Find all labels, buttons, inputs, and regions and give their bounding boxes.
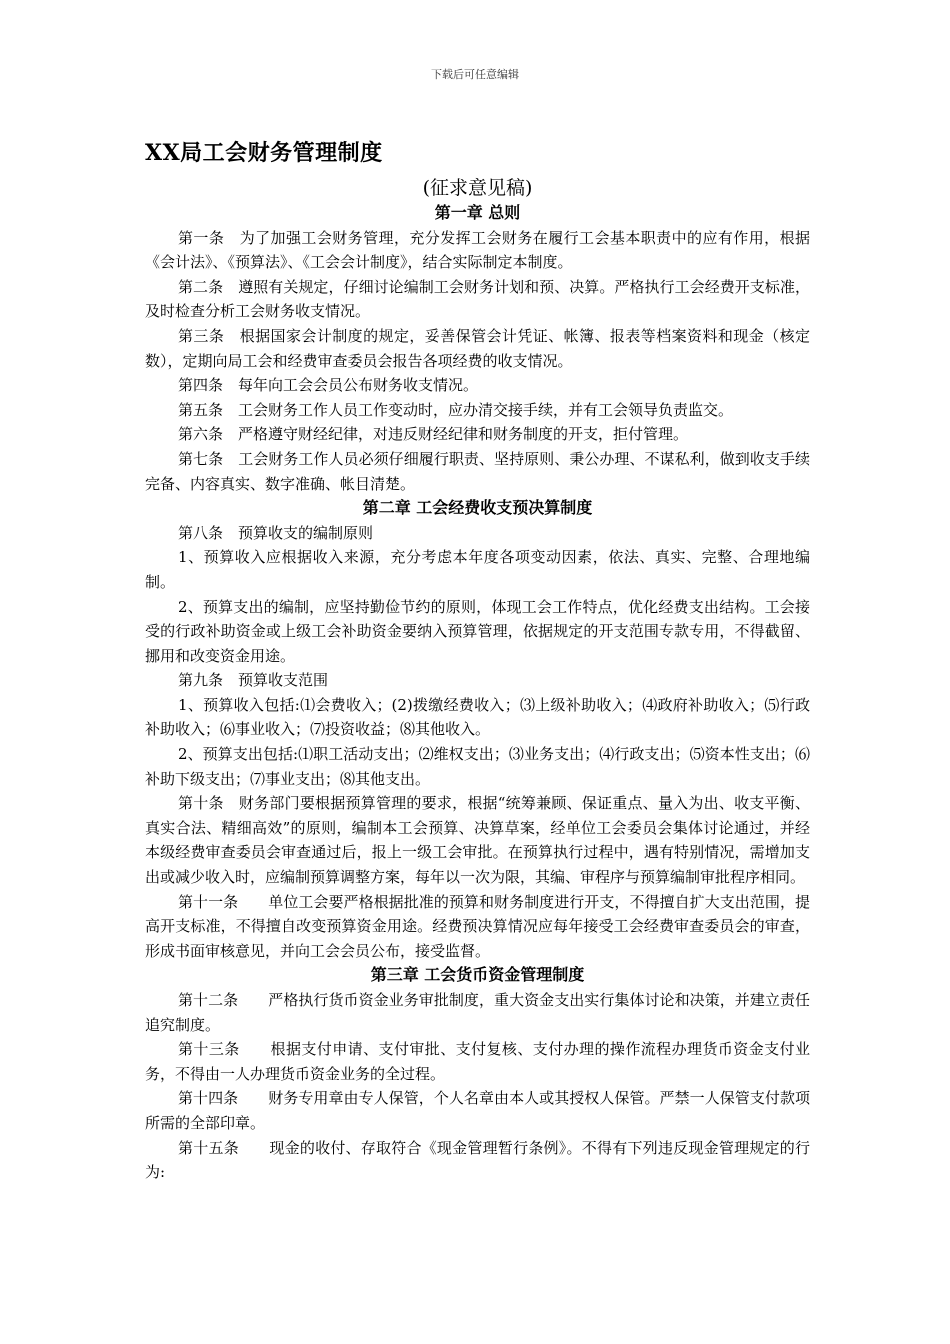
article-paragraph: 第四条 每年向工会会员公布财务收支情况。 [178, 376, 479, 395]
document-subtitle: (征求意见稿) [422, 177, 533, 199]
article-paragraph: 1、预算收入应根据收入来源，充分考虑本年度各项变动因素，依法、真实、完整、合理地编制。 [145, 548, 810, 591]
article-paragraph: 第二条 遵照有关规定，仔细讨论编制工会财务计划和预、决算。严格执行工会经费开支标准，及时检查分析工会财务收支情况。 [145, 277, 810, 321]
article-paragraph: 第十条 财务部门要根据预算管理的要求，根据“统筹兼顾、保证重点、量入为出、收支平衡、真实合法、精细高效”的原则，编制本工会预算、决算草案，经单位工会委员会集体讨论通过，并经本级经费审查委员会审查通过后，报上一级工会审批。在预算执行过程中，遇有特别情况，需增加支出或减少收入时，应编制预算调整方案，每年以一次为限，其编、审程序与预算编制审批程序相同。 [145, 794, 810, 887]
document-body [145, 175, 810, 1185]
article-paragraph: 第十三条 根据支付申请、支付审批、支付复核、支付办理的操作流程办理货币资金支付业务，不得由一人办理货币资金业务的全过程。 [145, 1040, 810, 1083]
chapter-3 [145, 963, 810, 1184]
article-paragraph: 第一条 为了加强工会财务管理，充分发挥工会财务在履行工会基本职责中的应有作用，根据《会计法》、《预算法》、《工会会计制度》，结合实际制定本制度。 [145, 228, 810, 272]
article-paragraph: 第九条 预算收支范围 [178, 671, 329, 690]
article-paragraph: 2、预算支出的编制，应坚持勤俭节约的原则，体现工会工作特点，优化经费支出结构。工会接受的行政补助资金或上级工会补助资金要纳入预算管理，依据规定的开支范围专款专用，不得截留、挪用和改变资金用途。 [145, 597, 810, 665]
chapter-heading: 第二章 工会经费收支预决算制度 [362, 498, 593, 518]
chapter-2 [145, 496, 810, 963]
article-paragraph: 第五条 工会财务工作人员工作变动时，应办清交接手续，并有工会领导负责监交。 [178, 400, 734, 419]
article-paragraph: 第十五条 现金的收付、存取符合《现金管理暂行条例》。不得有下列违反现金管理规定的行为: [145, 1138, 810, 1182]
article-paragraph: 第八条 预算收支的编制原则 [178, 523, 374, 542]
article-paragraph: 第三条 根据国家会计制度的规定，妥善保管会计凭证、帐簿、报表等档案资料和现金（核定数），定期向局工会和经费审查委员会报告各项经费的收支情况。 [145, 326, 810, 370]
article-paragraph: 第七条 工会财务工作人员必须仔细履行职责、坚持原则、秉公办理、不谋私利，做到收支手续完备、内容真实、数字准确、帐目清楚。 [145, 449, 810, 493]
article-paragraph: 第十四条 财务专用章由专人保管，个人名章由本人或其授权人保管。严禁一人保管支付款项所需的全部印章。 [145, 1089, 810, 1132]
chapter-heading: 第一章 总则 [434, 203, 521, 222]
chapter-heading: 第三章 工会货币资金管理制度 [370, 965, 585, 985]
article-paragraph: 第十一条 单位工会要严格根据批准的预算和财务制度进行开支，不得擅自扩大支出范围，提高开支标准，不得擅自改变预算资金用途。经费预决算情况应每年接受工会经费审查委员会的审查，形成书面审核意见，并向工会会员公布，接受监督。 [145, 892, 810, 960]
header-note: 下载后可任意编辑 [431, 68, 519, 81]
article-paragraph: 1、预算收入包括:⑴会费收入；(2)拨缴经费收入；⑶上级补助收入；⑷政府补助收入；⑸行政补助收入；⑹事业收入；⑺投资收益；⑻其他收入。 [145, 695, 810, 739]
article-paragraph: 第六条 严格遵守财经纪律，对违反财经纪律和财务制度的开支，拒付管理。 [178, 425, 689, 444]
article-paragraph: 第十二条 严格执行货币资金业务审批制度，重大资金支出实行集体讨论和决策，并建立责任追究制度。 [145, 991, 810, 1034]
chapter-1 [145, 201, 810, 496]
document-title: XX局工会财务管理制度 [145, 140, 383, 166]
article-paragraph: 2、预算支出包括:⑴职工活动支出；⑵维权支出；⑶业务支出；⑷行政支出；⑸资本性支出；⑹补助下级支出；⑺事业支出；⑻其他支出。 [145, 745, 810, 788]
